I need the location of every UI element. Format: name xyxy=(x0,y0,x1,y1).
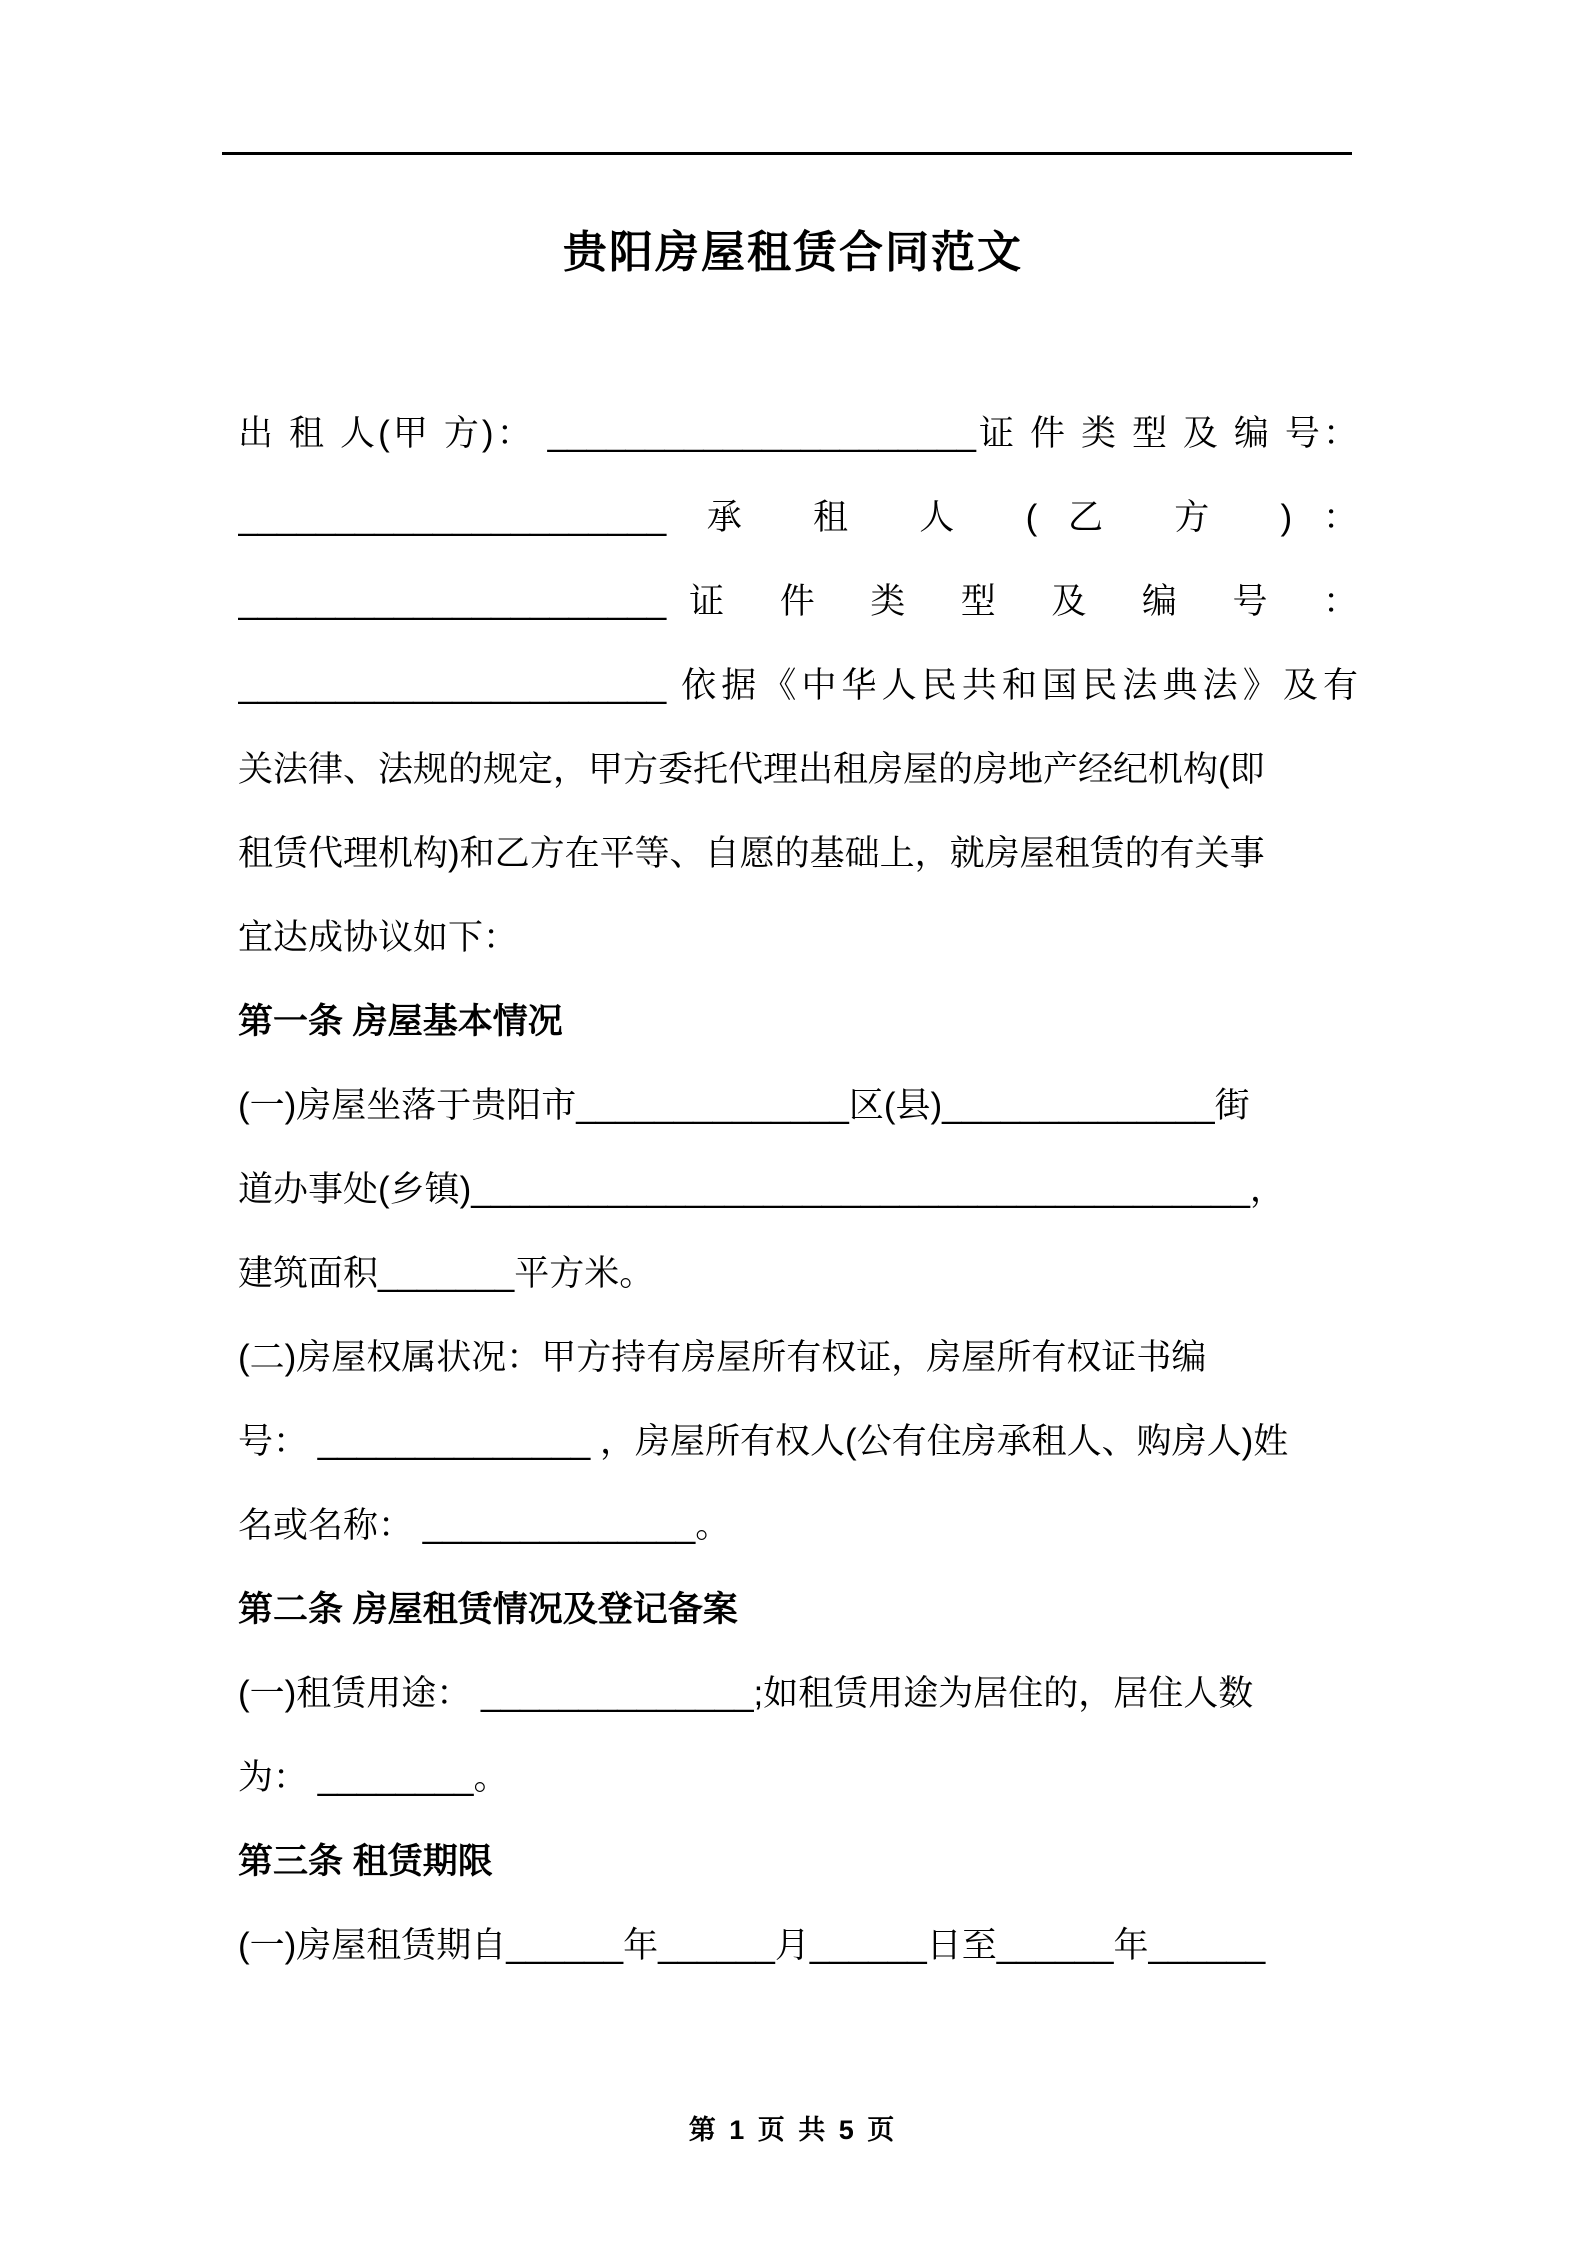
contract-line-lessee: ______________________ 承 租 人 (乙 方 )： xyxy=(238,498,1358,537)
contract-line-ownership-2: 号： ______________ ，房屋所有权人(公有住房承租人、购房人)姓 xyxy=(238,1422,1289,1461)
section-2-heading: 第二条 房屋租赁情况及登记备案 xyxy=(238,1590,738,1629)
contract-body xyxy=(238,392,1358,1988)
contract-line-term: (一)房屋租赁期自______年______月______日至______年______ xyxy=(238,1926,1266,1965)
section-1-heading: 第一条 房屋基本情况 xyxy=(238,1002,563,1041)
contract-line-id-type: ______________________证 件 类 型 及 编 号 ： xyxy=(238,582,1358,621)
contract-line-purpose-2: 为： ________。 xyxy=(238,1758,509,1797)
contract-line-preamble-2: 租赁代理机构)和乙方在平等、自愿的基础上，就房屋租赁的有关事 xyxy=(238,834,1265,873)
page-title: 贵阳房屋租赁合同范文 xyxy=(563,228,1023,277)
contract-line-purpose-1: (一)租赁用途： ______________;如租赁用途为居住的，居住人数 xyxy=(238,1674,1254,1713)
contract-line-location-1: (一)房屋坐落于贵阳市______________区(县)______________街 xyxy=(238,1086,1250,1125)
header-rule xyxy=(222,152,1352,155)
contract-line-lessor: 出 租 人(甲 方)： ______________________证 件 类 型 及 编 号： xyxy=(238,414,1358,453)
contract-line-preamble-3: 宜达成协议如下： xyxy=(238,918,519,957)
contract-line-legal-basis: ______________________ 依据《中华人民共和国民法典法》及有 xyxy=(238,666,1358,705)
contract-line-location-2: 道办事处(乡镇)________________________________________， xyxy=(238,1170,1285,1209)
page-number-footer: 第 1 页 共 5 页 xyxy=(688,2115,898,2145)
contract-line-preamble-1: 关法律、法规的规定，甲方委托代理出租房屋的房地产经纪机构(即 xyxy=(238,750,1265,789)
contract-line-ownership-1: (二)房屋权属状况：甲方持有房屋所有权证，房屋所有权证书编 xyxy=(238,1338,1207,1377)
contract-line-area: 建筑面积_______平方米。 xyxy=(238,1254,655,1293)
section-3-heading: 第三条 租赁期限 xyxy=(238,1842,493,1881)
contract-line-ownership-3: 名或名称： ______________。 xyxy=(238,1506,731,1545)
